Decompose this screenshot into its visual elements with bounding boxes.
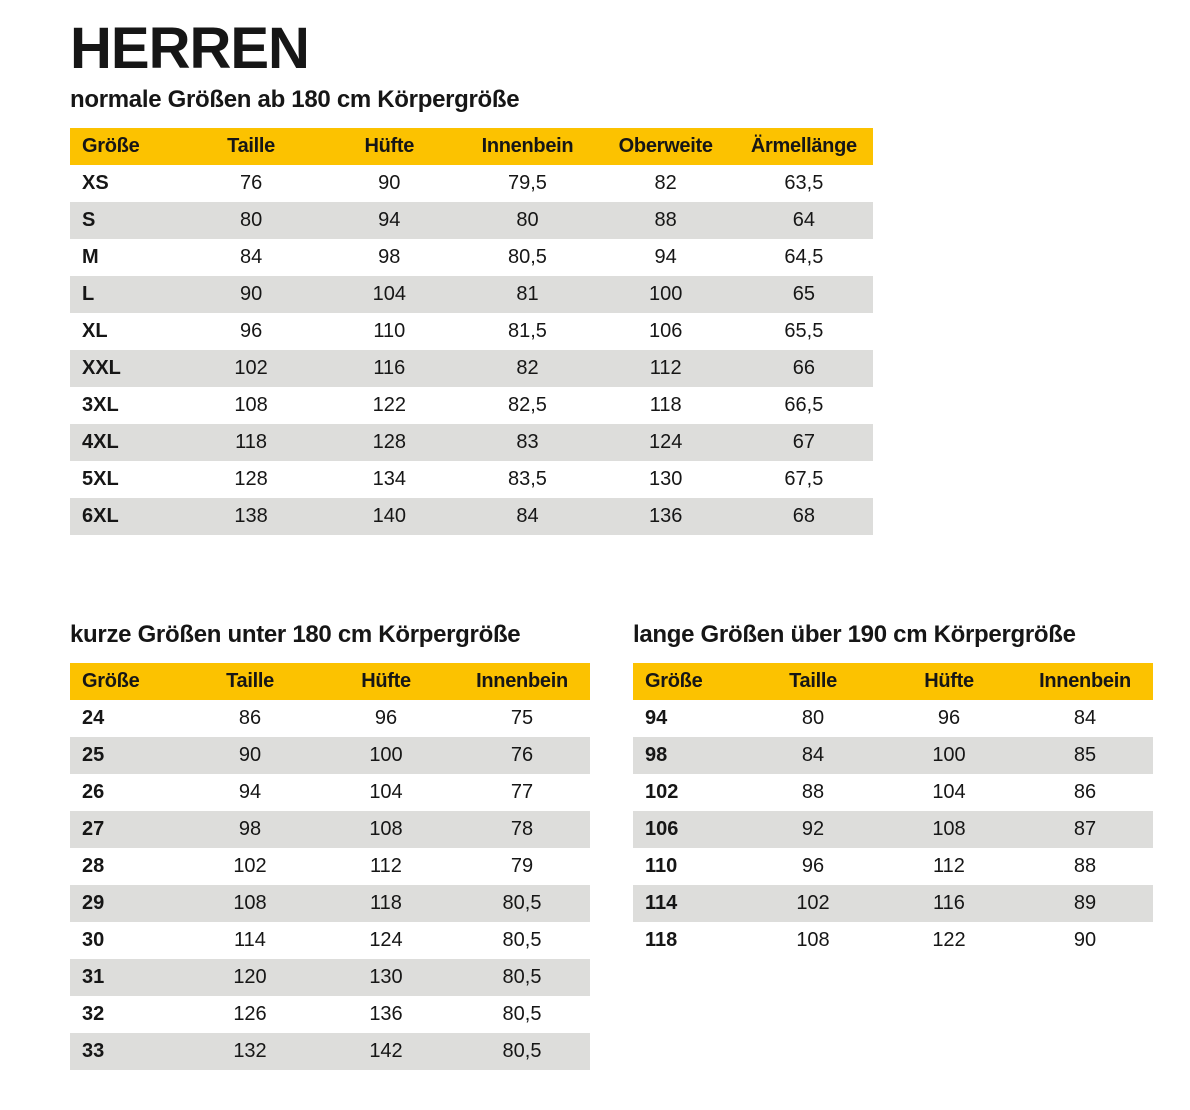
short-sizes-table [70,663,590,1070]
value-cell: 65,5 [784,320,824,342]
value-cell: 100 [932,744,966,766]
value-cell: 120 [233,966,267,988]
value-cell: 126 [233,1003,267,1025]
value-cell: 64,5 [784,246,824,268]
value-cell: 63,5 [784,172,824,194]
value-cell: 138 [234,505,268,527]
table-row [633,922,1153,959]
size-cell: XL [82,320,108,342]
table-row [70,424,873,461]
value-cell: 104 [372,283,406,305]
size-cell: 102 [645,781,679,803]
column-header: Innenbein [458,128,596,165]
value-cell: 79,5 [508,172,547,194]
value-cell: 112 [649,357,682,379]
value-cell: 80 [801,707,825,729]
value-cell: 102 [233,855,267,877]
table-row [70,996,590,1033]
value-cell: 86 [238,707,262,729]
value-cell: 80,5 [502,929,542,951]
column-header: Größe [633,663,745,700]
table-row [70,239,873,276]
value-cell: 77 [510,781,534,803]
table-row [633,848,1153,885]
value-cell: 102 [796,892,830,914]
table-row [70,461,873,498]
value-cell: 142 [369,1040,403,1062]
value-cell: 90 [238,744,262,766]
value-cell: 79 [510,855,534,877]
size-cell: 25 [82,744,105,766]
short-sizes-table-body [70,700,590,1070]
value-cell: 84 [801,744,825,766]
column-header: Taille [182,663,318,700]
value-cell: 80 [239,209,263,231]
value-cell: 80,5 [502,966,542,988]
value-cell: 82 [654,172,677,194]
table-row [70,922,590,959]
value-cell: 100 [369,744,403,766]
size-cell: L [82,283,95,305]
size-cell: 3XL [82,394,119,416]
value-cell: 136 [369,1003,403,1025]
column-header: Ärmellänge [735,128,873,165]
column-header: Hüfte [881,663,1017,700]
value-cell: 90 [1073,929,1097,951]
table-row [70,276,873,313]
short-sizes-title: kurze Größen unter 180 cm Körpergröße [70,621,521,648]
table-row [70,202,873,239]
value-cell: 76 [239,172,263,194]
value-cell: 84 [516,505,539,527]
column-header: Taille [182,128,320,165]
value-cell: 98 [378,246,401,268]
table-row [70,959,590,996]
size-cell: S [82,209,96,231]
normal-sizes-table-header [70,128,873,165]
header-row [70,663,590,700]
long-sizes-table-header [633,663,1153,700]
table-row [70,774,590,811]
value-cell: 96 [801,855,825,877]
value-cell: 66 [792,357,815,379]
header-row [633,663,1153,700]
value-cell: 76 [510,744,534,766]
table-row [70,387,873,424]
value-cell: 112 [370,855,402,877]
value-cell: 80 [516,209,539,231]
size-cell: 6XL [82,505,119,527]
value-cell: 84 [1073,707,1097,729]
value-cell: 128 [234,468,268,490]
bottom-tables [70,621,1160,1070]
value-cell: 124 [369,929,403,951]
value-cell: 114 [234,929,266,951]
value-cell: 85 [1073,744,1097,766]
table-row [633,811,1153,848]
value-cell: 116 [373,357,406,379]
value-cell: 130 [648,468,683,490]
table-row [70,700,590,737]
size-cell: 94 [645,707,668,729]
value-cell: 102 [234,357,268,379]
value-cell: 81,5 [508,320,547,342]
value-cell: 90 [239,283,263,305]
table-row [633,700,1153,737]
value-cell: 82 [516,357,539,379]
size-cell: 31 [82,966,105,988]
table-row [70,165,873,202]
normal-sizes-table [70,128,873,535]
value-cell: 140 [372,505,406,527]
value-cell: 68 [792,505,815,527]
size-cell: 26 [82,781,105,803]
table-row [70,737,590,774]
size-cell: XS [82,172,109,194]
column-header: Innenbein [1017,663,1153,700]
value-cell: 108 [234,394,268,416]
normal-sizes-subtitle: normale Größen ab 180 cm Körpergröße [70,86,520,113]
column-header: Oberweite [597,128,735,165]
value-cell: 112 [933,855,965,877]
size-cell: 24 [82,707,105,729]
table-row [633,737,1153,774]
value-cell: 82,5 [508,394,547,416]
page-header [70,16,1160,114]
size-cell: 30 [82,929,105,951]
value-cell: 94 [378,209,401,231]
table-row [633,885,1153,922]
short-sizes-table-header [70,663,590,700]
table-row [70,811,590,848]
size-cell: 4XL [82,431,119,453]
value-cell: 83 [516,431,539,453]
value-cell: 65 [792,283,815,305]
value-cell: 118 [235,431,268,453]
value-cell: 87 [1073,818,1097,840]
size-cell: 32 [82,1003,105,1025]
size-cell: XXL [82,357,121,379]
value-cell: 80,5 [508,246,547,268]
table-row [70,848,590,885]
value-cell: 75 [510,707,534,729]
value-cell: 122 [932,929,966,951]
size-cell: 114 [645,892,678,914]
value-cell: 108 [233,892,267,914]
value-cell: 96 [374,707,398,729]
value-cell: 92 [801,818,825,840]
value-cell: 90 [378,172,401,194]
value-cell: 84 [239,246,263,268]
value-cell: 80,5 [502,1040,542,1062]
table-row [70,885,590,922]
value-cell: 124 [648,431,683,453]
value-cell: 96 [937,707,961,729]
value-cell: 78 [510,818,534,840]
value-cell: 106 [648,320,683,342]
value-cell: 81 [516,283,539,305]
long-sizes-title: lange Größen über 190 cm Körpergröße [633,621,1076,648]
size-cell: 98 [645,744,668,766]
size-cell: 33 [82,1040,105,1062]
value-cell: 64 [792,209,815,231]
value-cell: 118 [370,892,402,914]
value-cell: 136 [648,505,683,527]
size-cell: 118 [645,929,678,951]
size-cell: 28 [82,855,105,877]
long-sizes-table [633,663,1153,959]
header-row [70,128,873,165]
value-cell: 88 [801,781,825,803]
size-cell: 27 [82,818,105,840]
column-header: Taille [745,663,881,700]
value-cell: 88 [1073,855,1097,877]
page-title: HERREN [70,16,309,81]
table-row [70,350,873,387]
value-cell: 89 [1073,892,1097,914]
value-cell: 86 [1073,781,1097,803]
value-cell: 104 [932,781,966,803]
column-header: Größe [70,663,182,700]
column-header: Größe [70,128,182,165]
normal-sizes-table-body [70,165,873,535]
table-row [70,498,873,535]
value-cell: 66,5 [784,394,824,416]
value-cell: 67,5 [784,468,824,490]
table-row [70,1033,590,1070]
value-cell: 104 [369,781,403,803]
value-cell: 94 [654,246,677,268]
value-cell: 96 [239,320,263,342]
value-cell: 94 [238,781,262,803]
long-sizes-section [633,621,1153,1070]
size-cell: 5XL [82,468,119,490]
value-cell: 108 [932,818,966,840]
value-cell: 100 [648,283,683,305]
value-cell: 83,5 [508,468,547,490]
value-cell: 108 [369,818,403,840]
value-cell: 128 [372,431,406,453]
column-header: Hüfte [320,128,458,165]
size-cell: 106 [645,818,679,840]
table-row [633,774,1153,811]
short-sizes-section [70,621,590,1070]
column-header: Hüfte [318,663,454,700]
value-cell: 118 [649,394,682,416]
value-cell: 116 [933,892,965,914]
value-cell: 98 [238,818,262,840]
long-sizes-table-body [633,700,1153,959]
value-cell: 108 [796,929,830,951]
size-cell: M [82,246,99,268]
table-row [70,313,873,350]
value-cell: 80,5 [502,892,542,914]
value-cell: 132 [233,1040,267,1062]
size-cell: 29 [82,892,105,914]
size-cell: 110 [645,855,678,877]
value-cell: 122 [372,394,406,416]
value-cell: 110 [373,320,406,342]
value-cell: 130 [369,966,403,988]
value-cell: 134 [372,468,406,490]
value-cell: 80,5 [502,1003,542,1025]
value-cell: 88 [654,209,677,231]
value-cell: 67 [792,431,815,453]
column-header: Innenbein [454,663,590,700]
